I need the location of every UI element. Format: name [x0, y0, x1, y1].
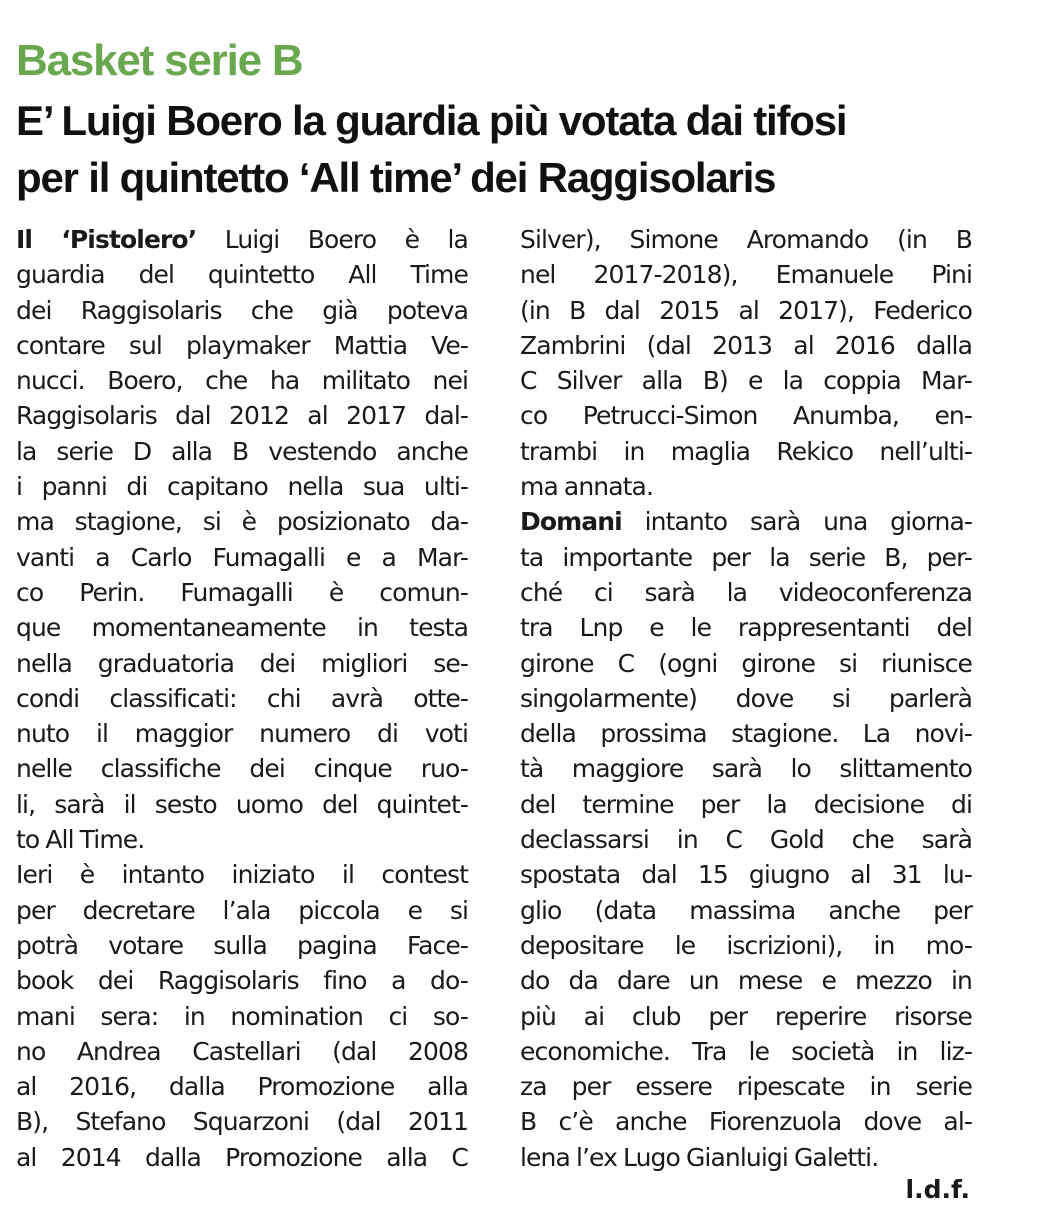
text-line: (in B dal 2015 al 2017), Federico: [520, 295, 972, 325]
text-line: girone C (ogni girone si riunisce: [520, 648, 972, 678]
text-line: spostata dal 15 giugno al 31 lu-: [520, 860, 972, 890]
text-line: [520, 504, 972, 539]
text-line: al 2014 dalla Promozione alla C: [16, 1142, 468, 1172]
author-signature: l.d.f.: [905, 1175, 970, 1204]
text-line: co Petrucci-Simon Anumba, en-: [520, 401, 972, 431]
lead-bold: Il ‘Pistolero’: [16, 225, 197, 254]
text-line: dei Raggisolaris che già poteva: [16, 295, 468, 325]
text-line: nuto il maggior numero di voti: [16, 719, 468, 749]
text-line: guardia del quintetto All Time: [16, 260, 468, 290]
text-line: declassarsi in C Gold che sarà: [520, 825, 972, 855]
text-line: della prossima stagione. La novi-: [520, 719, 972, 749]
text-line: book dei Raggisolaris fino a do-: [16, 966, 468, 996]
text-line: contare sul playmaker Mattia Ve-: [16, 330, 468, 360]
headline-line: E’ Luigi Boero la guardia più votata dai tifosi: [16, 97, 847, 144]
text-line: ma annata.: [520, 472, 654, 502]
text-line: glio (data massima anche per: [520, 895, 972, 925]
text-line: la serie D alla B vestendo anche: [16, 436, 468, 466]
text-line: Raggisolaris dal 2012 al 2017 dal-: [16, 401, 468, 431]
text-line: li, sarà il sesto uomo del quintet-: [16, 789, 468, 819]
text-line: vanti a Carlo Fumagalli e a Mar-: [16, 542, 468, 572]
text-line: nelle classifiche dei cinque ruo-: [16, 754, 468, 784]
text-line: tà maggiore sarà lo slittamento: [520, 754, 972, 784]
text-line: B), Stefano Squarzoni (dal 2011: [16, 1107, 468, 1137]
text-line: ma stagione, si è posizionato da-: [16, 507, 468, 537]
text-line: Zambrini (dal 2013 al 2016 dalla: [520, 330, 972, 360]
text-line: Silver), Simone Aromando (in B: [520, 225, 972, 254]
text-span: intanto sarà una giorna-: [621, 507, 972, 537]
text-line: to All Time.: [16, 825, 145, 855]
lead-bold: Domani: [520, 507, 622, 537]
text-line: mani sera: in nomination ci so-: [16, 1001, 468, 1031]
text-line: i panni di capitano nella sua ulti-: [16, 472, 468, 502]
text-line: Ieri è intanto iniziato il contest: [16, 860, 468, 890]
text-span: Luigi Boero è la: [196, 225, 468, 254]
text-line: que momentaneamente in testa: [16, 613, 468, 643]
article-column-right: [520, 222, 972, 1175]
text-line: za per essere ripescate in serie: [520, 1072, 972, 1102]
text-line: do da dare un mese e mezzo in: [520, 966, 972, 996]
text-line: B c’è anche Fiorenzuola dove al-: [520, 1107, 972, 1137]
text-line: più ai club per reperire risorse: [520, 1001, 972, 1031]
text-line: economiche. Tra le società in liz-: [520, 1036, 972, 1066]
text-line: ché ci sarà la videoconferenza: [520, 577, 972, 607]
section-kicker: Basket serie B: [16, 36, 303, 85]
text-line: nel 2017-2018), Emanuele Pini: [520, 260, 972, 290]
text-line: del termine per la decisione di: [520, 789, 972, 819]
text-line: tra Lnp e le rappresentanti del: [520, 613, 972, 643]
text-line: co Perin. Fumagalli è comun-: [16, 577, 468, 607]
text-line: [16, 222, 468, 257]
text-line: depositare le iscrizioni), in mo-: [520, 930, 972, 960]
text-line: C Silver alla B) e la coppia Mar-: [520, 366, 972, 396]
text-line: nucci. Boero, che ha militato nei: [16, 366, 468, 396]
text-line: ta importante per la serie B, per-: [520, 542, 972, 572]
headline: [16, 92, 846, 206]
text-line: no Andrea Castellari (dal 2008: [16, 1036, 468, 1066]
text-line: condi classificati: chi avrà otte-: [16, 683, 468, 713]
text-line: lena l’ex Lugo Gianluigi Galetti.: [520, 1142, 879, 1172]
text-line: al 2016, dalla Promozione alla: [16, 1072, 468, 1102]
headline-line: per il quintetto ‘All time’ dei Raggisolaris: [16, 154, 776, 201]
text-line: singolarmente) dove si parlerà: [520, 683, 972, 713]
article-column-left: [16, 222, 468, 1175]
text-line: trambi in maglia Rekico nell’ulti-: [520, 436, 972, 466]
text-line: nella graduatoria dei migliori se-: [16, 648, 468, 678]
text-line: per decretare l’ala piccola e si: [16, 895, 468, 925]
text-line: potrà votare sulla pagina Face-: [16, 930, 468, 960]
